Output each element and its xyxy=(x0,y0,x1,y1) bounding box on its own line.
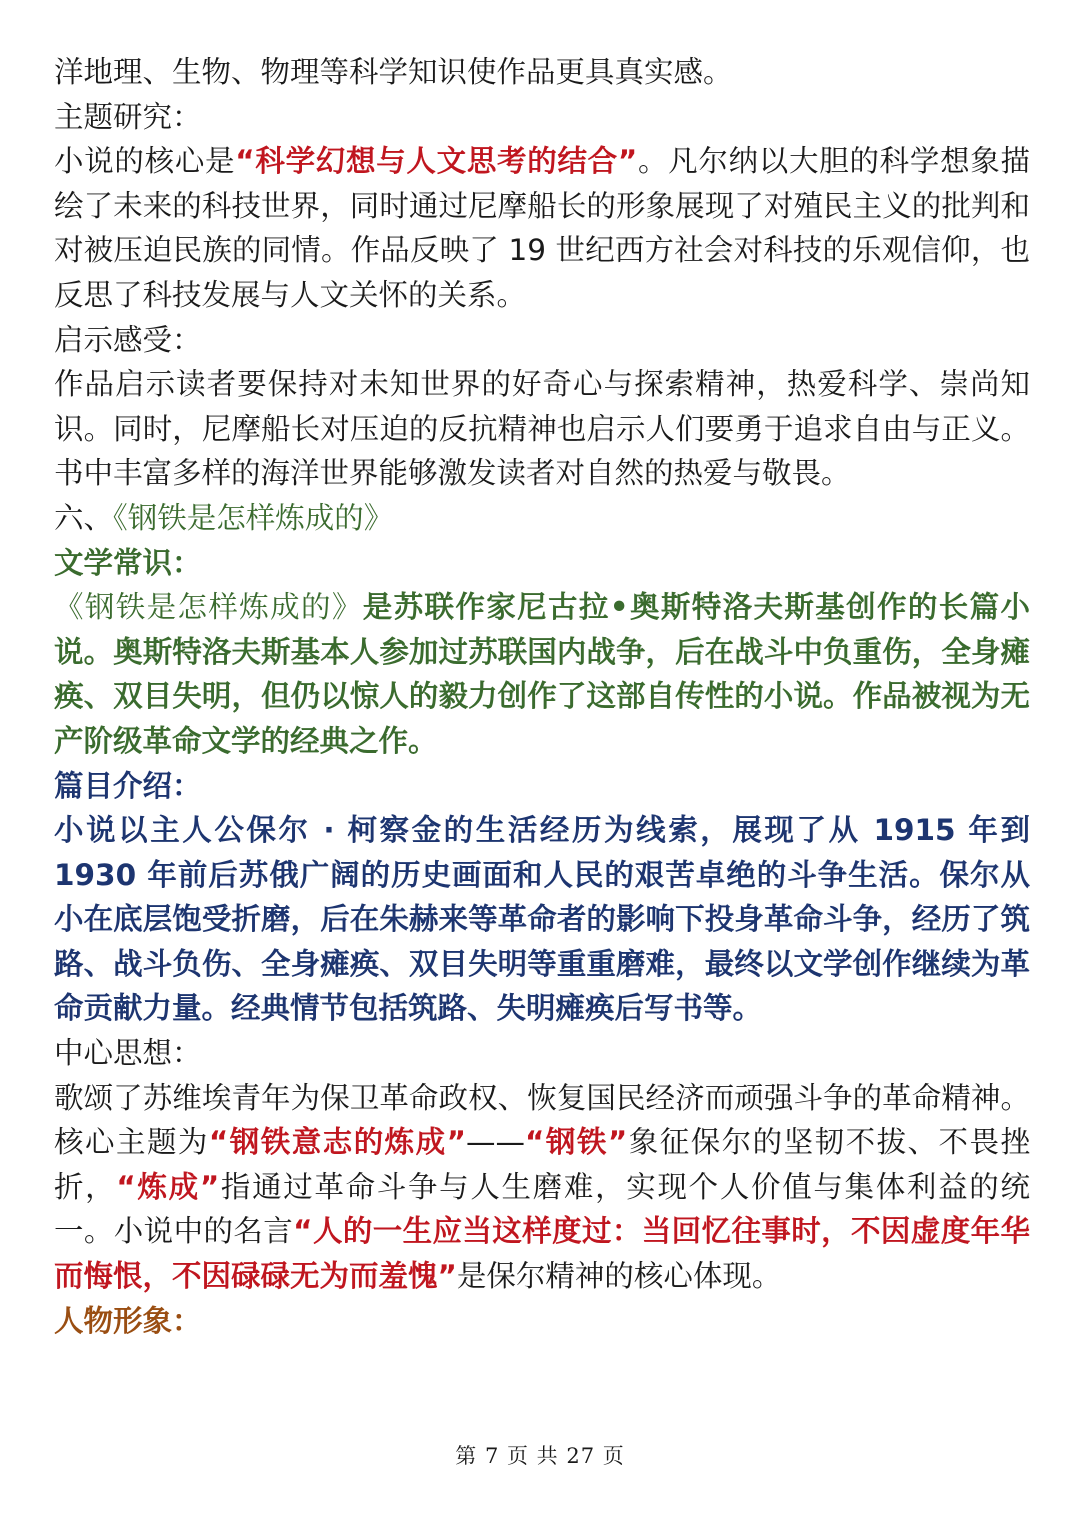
book-title-inline: 《钢铁是怎样炼成的》 xyxy=(54,590,363,625)
central-text-3: 象征保尔的坚韧不拔、不畏挫折， xyxy=(54,1125,1030,1204)
document-body xyxy=(54,50,1030,1343)
theme-text-b: 。凡尔纳以大胆的科学想象描绘了未来的科技世界，同时通过尼摩船长的形象展现了对殖民主义的批判和对被压迫民族的同情。作品反映了 19 世纪西方社会对科技的乐观信仰，也反思了科技发展与人文关怀的关系。 xyxy=(54,144,1030,312)
heading-literary-knowledge: 文学常识： xyxy=(54,545,202,580)
central-dash: —— xyxy=(466,1125,526,1160)
chapter-intro-paragraph: 小说以主人公保尔 · 柯察金的生活经历为线索，展现了从 1915 年到 1930 年前后苏俄广阔的历史画面和人民的艰苦卓绝的斗争生活。保尔从小在底层饱受折磨，后在朱赫来等革命者的影响下投身革命斗争，经历了筑路、战斗负伤、全身瘫痪、双目失明等重重磨难，最终以文学创作继续为革命贡献力量。经典情节包括筑路、失明瘫痪后写书等。 xyxy=(54,813,1030,1026)
central-text-5: 是保尔精神的核心体现。 xyxy=(456,1259,782,1294)
continued-paragraph: 洋地理、生物、物理等科学知识使作品更具真实感。 xyxy=(54,55,733,89)
page-footer: 第 7 页 共 27 页 xyxy=(455,1444,625,1468)
literary-knowledge-paragraph xyxy=(54,585,1030,763)
theme-text-a: 小说的核心是 xyxy=(54,144,236,179)
theme-study-paragraph xyxy=(54,139,1030,317)
central-text-4: 指通过革命斗争与人生磨难，实现个人价值与集体利益的统一。小说中的名言 xyxy=(54,1169,1030,1249)
book-title: 《钢铁是怎样炼成的》 xyxy=(113,500,394,535)
central-highlight-1: “钢铁意志的炼成” xyxy=(208,1125,467,1160)
literary-knowledge-text: 是苏联作家尼古拉•奥斯特洛夫斯基创作的长篇小说。奥斯特洛夫斯基本人参加过苏联国内战争，后在战斗中负重伤，全身瘫痪、双目失明，但仍以惊人的毅力创作了这部自传性的小说。作品被视为无产阶级革命文学的经典之作。 xyxy=(54,590,1030,758)
heading-central-idea: 中心思想： xyxy=(54,1036,202,1071)
heading-theme-study: 主题研究： xyxy=(54,99,202,134)
heading-inspiration: 启示感受： xyxy=(54,322,202,357)
central-highlight-3: “炼成” xyxy=(116,1169,220,1204)
theme-highlight: “科学幻想与人文思考的结合” xyxy=(235,144,638,179)
central-idea-paragraph xyxy=(54,1076,1030,1299)
central-quote: “人的一生应当这样度过：当回忆往事时，不因虚度年华而悔恨，不因碌碌无为而羞愧” xyxy=(54,1214,1030,1294)
heading-characters: 人物形象： xyxy=(54,1303,202,1338)
inspiration-paragraph: 作品启示读者要保持对未知世界的好奇心与探索精神，热爱科学、崇尚知识。同时，尼摩船长对压迫的反抗精神也启示人们要勇于追求自由与正义。书中丰富多样的海洋世界能够激发读者对自然的热爱与敬畏。 xyxy=(54,367,1030,491)
central-text-1: 歌颂了苏维埃青年为保卫革命政权、恢复国民经济而顽强斗争的革命精神。核心主题为 xyxy=(54,1080,1030,1160)
section-six-title xyxy=(54,496,1030,541)
central-highlight-2: “钢铁” xyxy=(525,1125,628,1160)
heading-chapter-intro: 篇目介绍： xyxy=(54,768,202,803)
section-number: 六、 xyxy=(54,500,114,535)
